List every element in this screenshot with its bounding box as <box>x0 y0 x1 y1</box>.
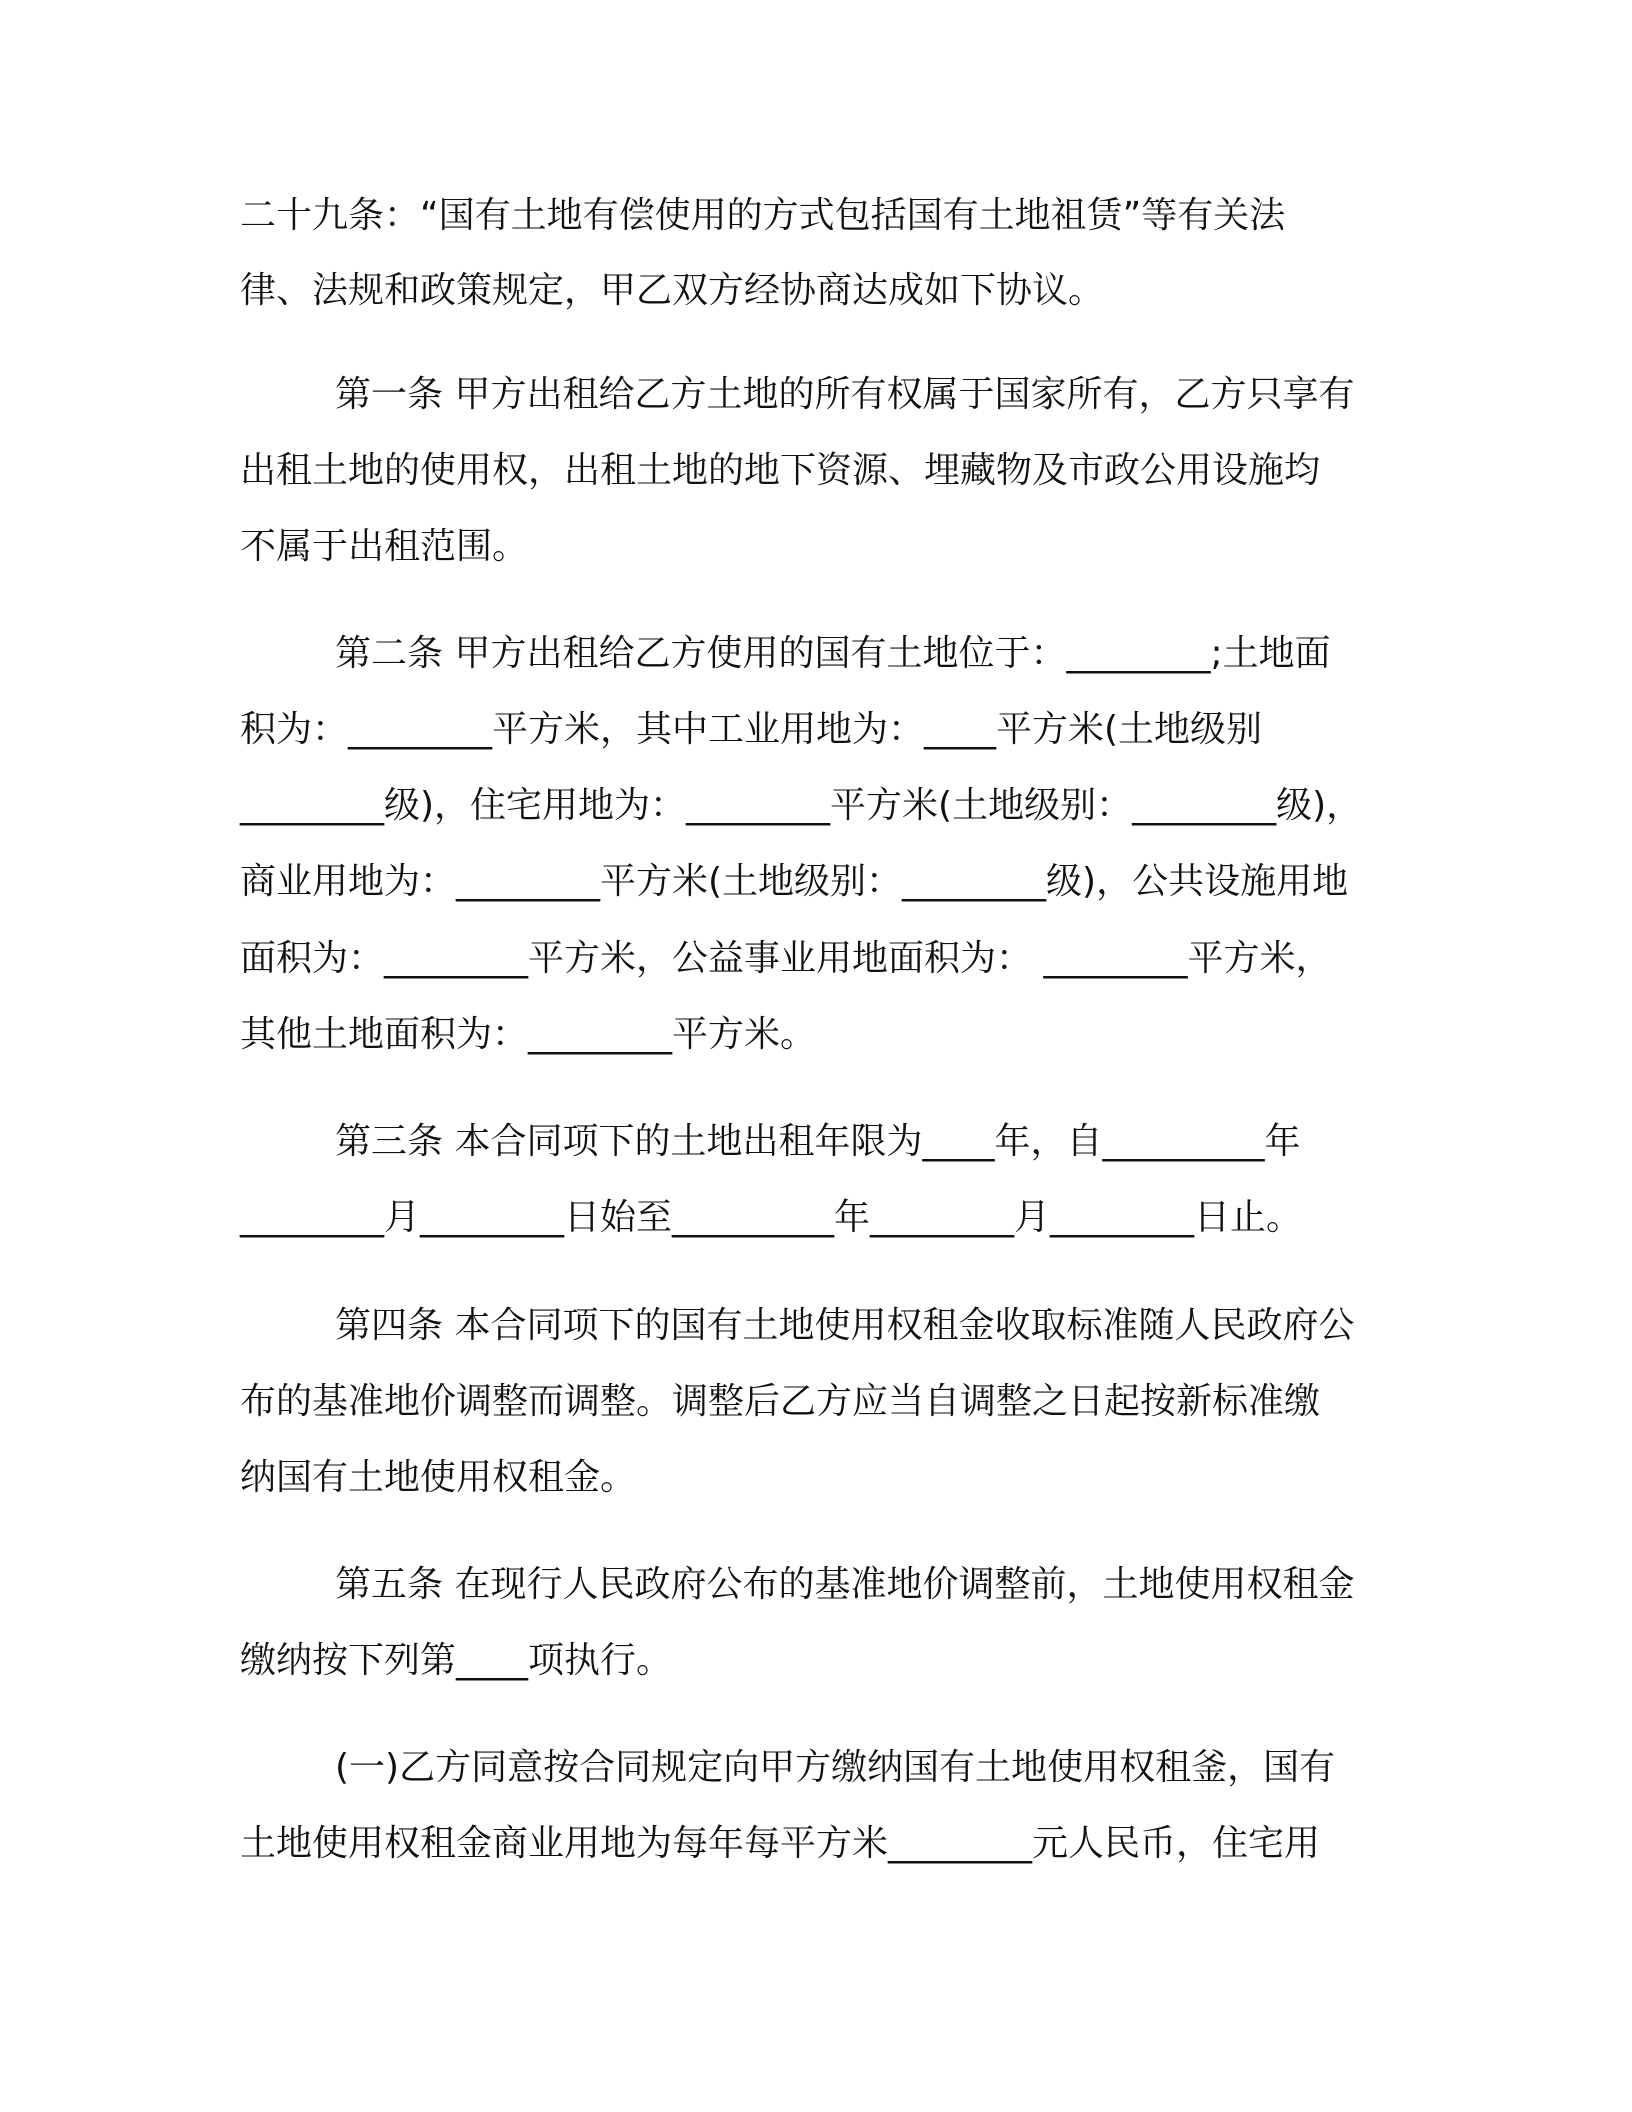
paragraph-1-line-2: 不属于出租范围。 <box>240 526 529 567</box>
paragraph-0-line-1: 律、法规和政策规定，甲乙双方经协商达成如下协议。 <box>240 270 1105 311</box>
paragraph-2-line-1: 积为：________平方米，其中工业用地为：____平方米(土地级别 <box>240 709 1263 750</box>
paragraph-0-line-0: 二十九条：“国有土地有偿使用的方式包括国有土地祖赁”等有关法 <box>240 195 1286 236</box>
paragraph-2-line-3: 商业用地为：________平方米(土地级别：________级)，公共设施用地 <box>240 861 1349 902</box>
paragraph-2-line-0: 第二条 甲方出租给乙方使用的国有土地位于：________;土地面 <box>335 633 1331 674</box>
paragraph-5-line-1: 缴纳按下列第____项执行。 <box>240 1640 673 1681</box>
paragraph-2-line-5: 其他土地面积为：________平方米。 <box>240 1014 817 1055</box>
paragraph-4-line-2: 纳国有土地使用权租金。 <box>240 1457 637 1498</box>
paragraph-6-line-1: 土地使用权租金商业用地为每年每平方米________元人民币，住宅用 <box>240 1823 1321 1864</box>
paragraph-1-line-0: 第一条 甲方出租给乙方土地的所有权属于国家所有，乙方只享有 <box>335 374 1355 415</box>
paragraph-1-line-1: 出租土地的使用权，出租土地的地下资源、埋藏物及市政公用设施均 <box>240 450 1321 491</box>
paragraph-6-line-0: (一)乙方同意按合同规定向甲方缴纳国有土地使用权租釜，国有 <box>335 1747 1336 1788</box>
paragraph-2-line-2: ________级)，住宅用地为：________平方米(土地级别：________级)， <box>240 785 1363 826</box>
paragraph-5-line-0: 第五条 在现行人民政府公布的基准地价调整前，土地使用权租金 <box>335 1564 1355 1605</box>
paragraph-4-line-1: 布的基准地价调整而调整。调整后乙方应当自调整之日起按新标准缴 <box>240 1381 1321 1422</box>
paragraph-3-line-1: ________月________日始至_________年________月________日止。 <box>240 1197 1303 1238</box>
paragraph-3-line-0: 第三条 本合同项下的土地出租年限为____年，自_________年 <box>335 1121 1301 1162</box>
paragraph-4-line-0: 第四条 本合同项下的国有土地使用权租金收取标准随人民政府公 <box>335 1305 1355 1346</box>
paragraph-2-line-4: 面积为：________平方米，公益事业用地面积为： ________平方米， <box>240 938 1332 979</box>
